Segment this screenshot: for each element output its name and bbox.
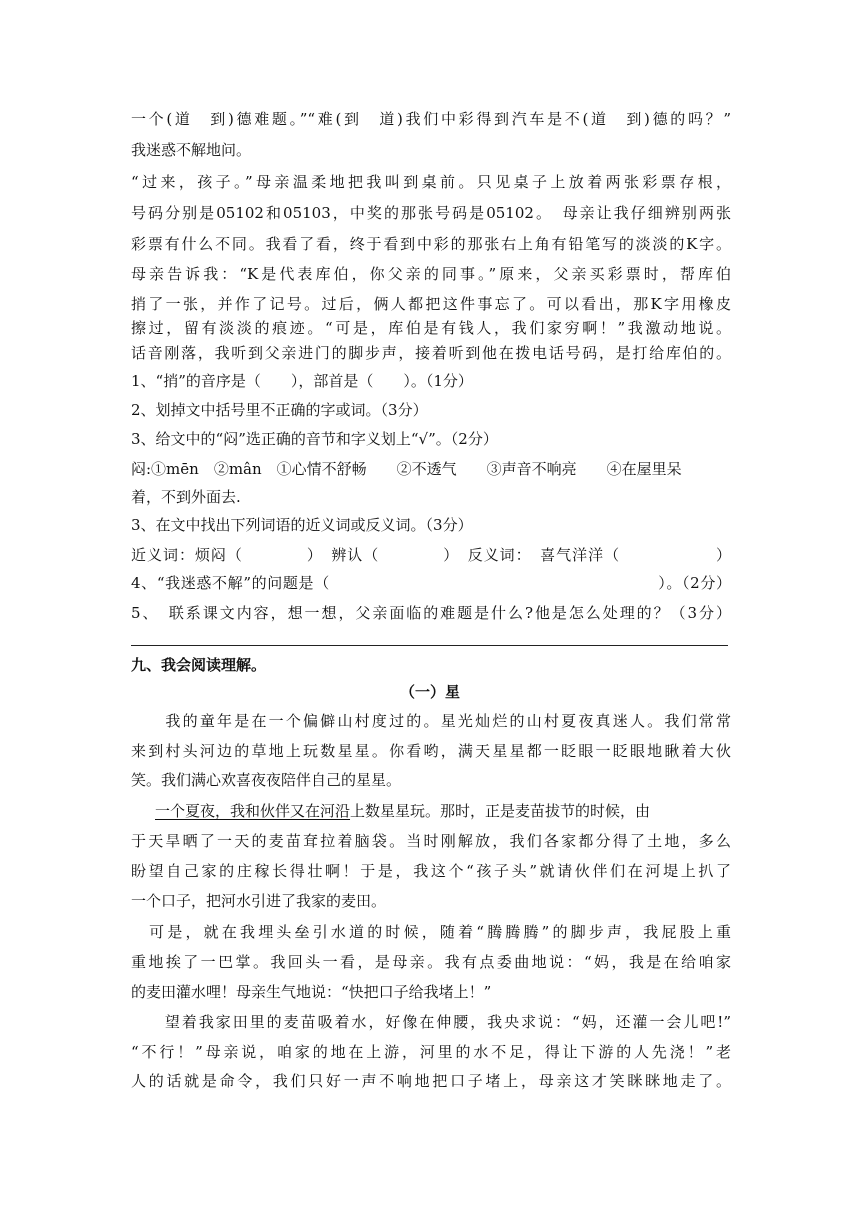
question-3b: 3、在文中找出下列词语的近义词或反义词。（3分） — [131, 516, 473, 534]
passage2-p3-line-2: 重地挨了一巴掌。我回头一看，是母亲。我有点委曲地说：“妈，我是在给咱家 — [131, 953, 731, 971]
passage1-line-5: 彩票有什么不同。我看了看，终于看到中彩的那张右上角有铅笔写的淡淡的K字。 — [131, 235, 731, 253]
passage2-p4-line-1: 望着我家田里的麦苗吸着水，好像在伸腰，我央求说：“妈，还灌一会儿吧!” — [131, 1013, 731, 1031]
passage1-line-8: 擦过，留有淡淡的痕迹。“可是，库伯是有钱人，我们家穷啊！”我激动地说。 — [131, 319, 731, 337]
section-9-heading: 九、我会阅读理解。 — [131, 656, 267, 674]
passage2-p2-line-3: 盼望自己家的庄稼长得壮啊！于是，我这个“孩子头”就请伙伴们在河堤上扒了 — [131, 862, 731, 880]
passage2-p2-line-1-rest: 上数星星玩。那时，正是麦苗拔节的时候，由 — [350, 802, 651, 820]
passage2-p2-line-2: 于天旱晒了一天的麦苗耷拉着脑袋。当时刚解放，我们各家都分得了土地，多么 — [131, 832, 731, 850]
question-2: 2、划掉文中括号里不正确的字或词。（3分） — [131, 401, 428, 419]
question-5: 5、 联系课文内容，想一想，父亲面临的难题是什么?他是怎么处理的？（3分） — [131, 604, 731, 622]
question-4: 4、“我迷惑不解”的问题是（ ）。（2分） — [131, 574, 731, 592]
passage2-p4-line-2: “不行！”母亲说，咱家的地在上游，河里的水不足，得让下游的人先浇！”老 — [131, 1043, 731, 1061]
passage1-line-2: 我迷惑不解地问。 — [131, 141, 252, 159]
passage2-p1-line-3: 笑。我们满心欢喜夜夜陪伴自己的星星。 — [131, 771, 402, 789]
section-divider — [131, 645, 728, 646]
passage1-line-3: “过来，孩子。”母亲温柔地把我叫到桌前。只见桌子上放着两张彩票存根， — [131, 173, 731, 191]
passage2-p2-line-4: 一个口子，把河水引进了我家的麦田。 — [131, 892, 387, 910]
question-3b-words: 近义词：烦闷（ ） 辨认（ ） 反义词： 喜气洋洋（ ） — [131, 546, 731, 564]
passage2-p3-line-3: 的麦田灌水哩！母亲生气地说：“快把口子给我堵上！” — [131, 983, 492, 1001]
passage2-p2-line-1 — [131, 801, 731, 821]
passage1-line-1: 一个(道 到)德难题。”“难(到 道)我们中彩得到汽车是不(道 到)德的吗？” — [131, 110, 731, 128]
passage2-p3-line-1: 可是，就在我埋头垒引水道的时候，随着“腾腾腾”的脚步声，我屁股上重 — [131, 923, 731, 941]
question-3-options: 闷:①mēn ②mân ①心情不舒畅 ②不透气 ③声音不响亮 ④在屋里呆 — [131, 460, 682, 478]
question-1: 1、“捎”的音序是（ ），部首是（ ）。（1分） — [131, 372, 473, 390]
passage2-p1-line-2: 来到村头河边的草地上玩数星星。你看哟，满天星星都一眨眼一眨眼地瞅着大伙 — [131, 742, 731, 760]
underlined-sentence: 一个夏夜，我和伙伴又在河沿 — [155, 802, 351, 820]
passage1-line-6: 母亲告诉我：“K是代表库伯，你父亲的同事。”原来，父亲买彩票时，帮库伯 — [131, 265, 731, 283]
passage1-line-9: 话音刚落，我听到父亲进门的脚步声，接着听到他在拨电话号码，是打给库伯的。 — [131, 344, 731, 362]
passage2-p1-line-1: 我的童年是在一个偏僻山村度过的。星光灿烂的山村夏夜真迷人。我们常常 — [131, 712, 731, 730]
question-3-options-cont: 着，不到外面去. — [131, 488, 241, 506]
passage2-p4-line-3: 人的话就是命令，我们只好一声不响地把口子堵上，母亲这才笑眯眯地走了。 — [131, 1072, 731, 1090]
passage-title: （一）星 — [399, 683, 460, 701]
passage1-line-7: 捎了一张，并作了记号。过后，俩人都把这件事忘了。可以看出，那K字用橡皮 — [131, 295, 731, 313]
question-3: 3、给文中的“闷”选正确的音节和字义划上“√”。（2分） — [131, 430, 498, 448]
passage1-line-4: 号码分别是05102和05103，中奖的那张号码是05102。 母亲让我仔细辨别两张 — [131, 204, 731, 222]
